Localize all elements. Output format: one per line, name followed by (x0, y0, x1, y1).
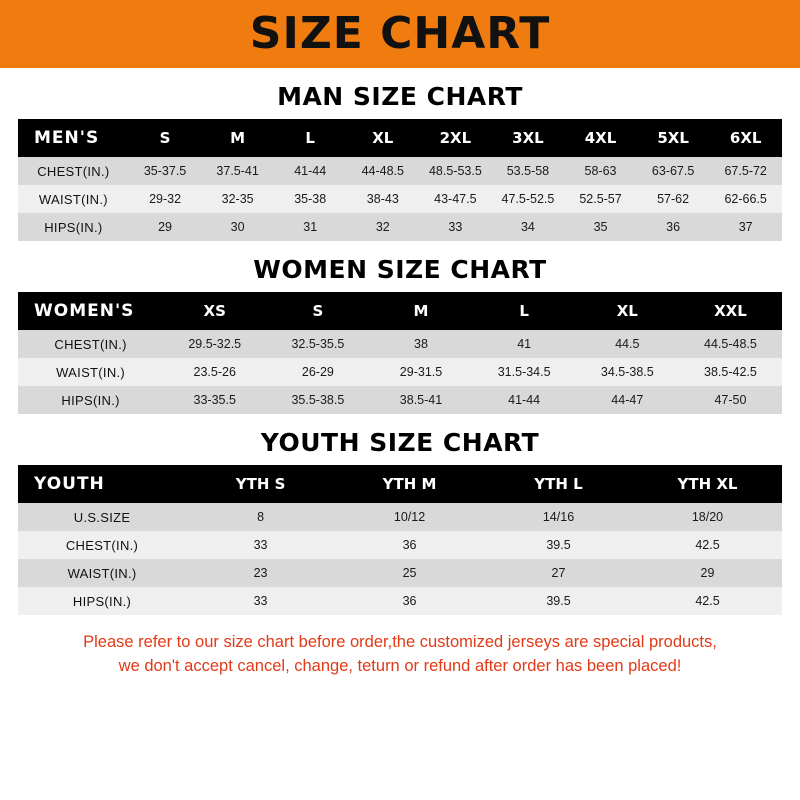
cell: 47.5-52.5 (501, 192, 555, 206)
cell: 10/12 (393, 510, 426, 524)
cell: 31.5-34.5 (497, 365, 551, 379)
row-label: HIPS(IN.) (44, 219, 103, 235)
cell: 34 (520, 220, 535, 234)
women-header-m: M (413, 302, 429, 320)
row-label: U.S.SIZE (73, 509, 131, 525)
men-header-3xl: 3XL (512, 129, 544, 147)
cell: 58-63 (584, 164, 617, 178)
row-label: HIPS(IN.) (61, 392, 120, 408)
cell: 48.5-53.5 (428, 164, 482, 178)
cell: 36 (666, 220, 681, 234)
table-row (18, 503, 782, 531)
cell: 14/16 (542, 510, 575, 524)
women-header-xs: XS (203, 302, 226, 320)
section-title-women: WOMEN SIZE CHART (253, 255, 547, 284)
note-line-1: Please refer to our size chart before order,the customized jerseys are special products, (83, 633, 717, 651)
cell: 29.5-32.5 (188, 337, 242, 351)
cell: 35-38 (294, 192, 327, 206)
cell: 41-44 (294, 164, 327, 178)
table-row (18, 587, 782, 615)
cell: 44.5 (615, 337, 640, 351)
cell: 33 (253, 538, 268, 552)
cell: 38.5-41 (399, 393, 443, 407)
women-table-header (18, 292, 782, 330)
page-title: SIZE CHART (249, 8, 551, 59)
men-header-xl: XL (372, 129, 394, 147)
cell: 30 (230, 220, 245, 234)
cell: 23.5-26 (193, 365, 236, 379)
women-header-label: WOMEN'S (34, 301, 135, 321)
table-header-row (18, 292, 782, 330)
cell: 42.5 (695, 538, 720, 552)
table-row (18, 358, 782, 386)
row-label: CHEST(IN.) (37, 163, 110, 179)
row-label: WAIST(IN.) (38, 191, 108, 207)
table-header-row (18, 119, 782, 157)
youth-table-body (18, 503, 782, 615)
cell: 26-29 (301, 365, 334, 379)
men-header-s: S (159, 129, 171, 147)
table-row (18, 386, 782, 414)
cell: 32 (375, 220, 390, 234)
page-banner (0, 0, 800, 68)
men-header-4xl: 4XL (584, 129, 617, 147)
youth-header-label: YOUTH (34, 474, 105, 494)
cell: 35.5-38.5 (291, 393, 345, 407)
row-label: CHEST(IN.) (54, 336, 127, 352)
cell: 41-44 (508, 393, 541, 407)
row-label: CHEST(IN.) (65, 537, 139, 553)
section-title-youth: YOUTH SIZE CHART (260, 428, 540, 457)
cell: 52.5-57 (579, 192, 622, 206)
men-header-l: L (305, 129, 315, 147)
youth-header-l: YTH L (534, 475, 583, 493)
cell: 29-31.5 (399, 365, 443, 379)
cell: 42.5 (695, 594, 720, 608)
cell: 44-48.5 (361, 164, 404, 178)
women-table-body (18, 330, 782, 414)
cell: 37 (738, 220, 753, 234)
table-row (18, 213, 782, 241)
cell: 53.5-58 (506, 164, 550, 178)
cell: 32-35 (221, 192, 254, 206)
youth-header-s: YTH S (235, 475, 286, 493)
men-header-2xl: 2XL (439, 129, 472, 147)
cell: 33-35.5 (193, 393, 236, 407)
table-row (18, 531, 782, 559)
cell: 37.5-41 (216, 164, 259, 178)
cell: 8 (257, 510, 265, 524)
cell: 35-37.5 (143, 164, 187, 178)
cell: 32.5-35.5 (291, 337, 345, 351)
cell: 39.5 (546, 538, 571, 552)
cell: 38.5-42.5 (704, 365, 757, 379)
table-row (18, 157, 782, 185)
cell: 63-67.5 (651, 164, 695, 178)
cell: 44.5-48.5 (704, 337, 757, 351)
row-label: HIPS(IN.) (72, 593, 132, 609)
cell: 67.5-72 (724, 164, 767, 178)
youth-size-table (18, 465, 782, 615)
men-header-m: M (230, 129, 246, 147)
table-row (18, 330, 782, 358)
row-label: WAIST(IN.) (67, 565, 137, 581)
section-title-men: MAN SIZE CHART (277, 82, 523, 111)
cell: 62-66.5 (724, 192, 767, 206)
youth-header-m: YTH M (382, 475, 437, 493)
table-row (18, 185, 782, 213)
men-size-table (18, 119, 782, 241)
cell: 35 (593, 220, 608, 234)
cell: 47-50 (714, 393, 747, 407)
youth-header-xl: YTH XL (677, 475, 738, 493)
cell: 33 (448, 220, 463, 234)
youth-table-header (18, 465, 782, 503)
cell: 38-43 (366, 192, 399, 206)
cell: 34.5-38.5 (600, 365, 654, 379)
cell: 41 (517, 337, 532, 351)
cell: 31 (303, 220, 318, 234)
cell: 38 (414, 337, 428, 351)
cell: 18/20 (691, 510, 724, 524)
cell: 44-47 (611, 393, 644, 407)
table-row (18, 559, 782, 587)
cell: 29 (700, 566, 715, 580)
row-label: WAIST(IN.) (56, 364, 126, 380)
women-header-l: L (519, 302, 529, 320)
cell: 39.5 (546, 594, 571, 608)
men-table-body (18, 157, 782, 241)
women-header-xl: XL (616, 302, 638, 320)
table-header-row (18, 465, 782, 503)
cell: 23 (253, 566, 268, 580)
cell: 25 (402, 566, 417, 580)
men-header-label: MEN'S (34, 128, 100, 148)
women-size-table (18, 292, 782, 414)
cell: 36 (402, 594, 417, 608)
cell: 33 (253, 594, 268, 608)
cell: 27 (551, 566, 566, 580)
cell: 29 (158, 220, 172, 234)
cell: 43-47.5 (434, 192, 477, 206)
men-header-5xl: 5XL (657, 129, 689, 147)
cell: 29-32 (149, 192, 182, 206)
women-header-s: S (312, 302, 324, 320)
men-header-6xl: 6XL (729, 129, 762, 147)
cell: 36 (402, 538, 417, 552)
order-policy-note (18, 631, 782, 679)
chart-content (0, 82, 800, 679)
cell: 57-62 (657, 192, 690, 206)
women-header-xxl: XXL (714, 302, 747, 320)
note-line-2: we don't accept cancel, change, teturn or refund after order has been placed! (118, 656, 682, 675)
men-table-header (18, 119, 782, 157)
